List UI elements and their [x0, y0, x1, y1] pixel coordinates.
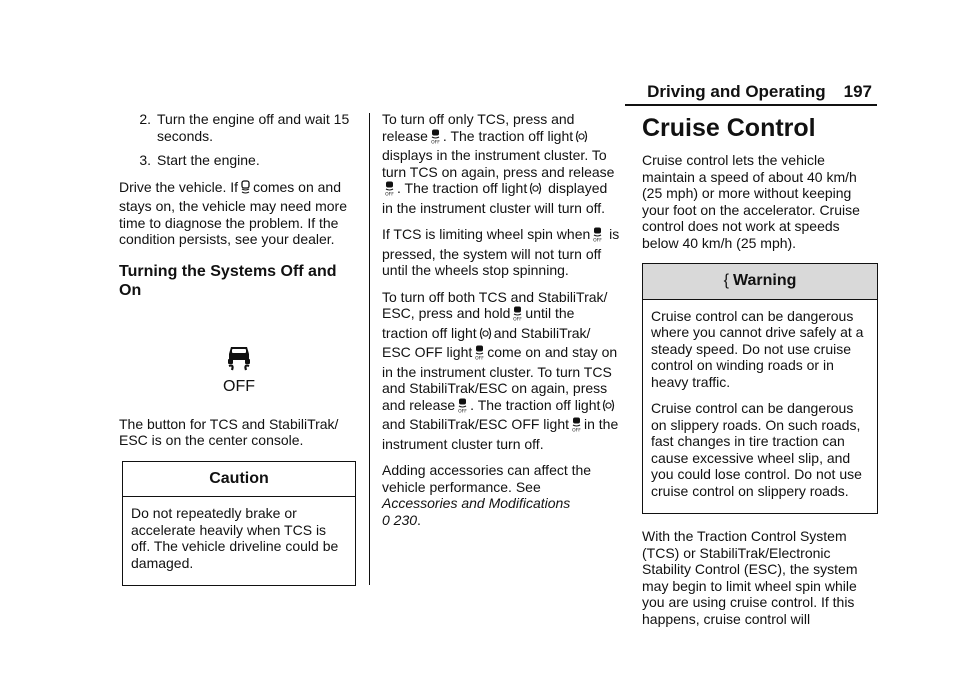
- step-list: [119, 111, 359, 169]
- svg-text:OFF: OFF: [385, 192, 394, 196]
- tcs-off-button-graphic: [119, 344, 359, 396]
- warning-symbol-icon: {: [723, 272, 729, 289]
- page-reference[interactable]: 0 230: [382, 511, 418, 528]
- paragraph: Cruise control lets the vehicle maintain a speed of about 40 km/h (25 mph) or more without keeping your foot on the accelerator. Cruise control does not work at speeds below 40 km/h (25 mph).: [642, 152, 860, 251]
- section-title: Driving and Operating: [647, 82, 826, 101]
- warning-box: [642, 263, 878, 514]
- traction-off-light-icon: [529, 181, 542, 200]
- list-item: 3. Start the engine.: [139, 152, 260, 168]
- column-right: [642, 114, 878, 637]
- caution-title: Caution: [123, 462, 355, 498]
- warning-title: Warning: [732, 272, 797, 289]
- page-header: [647, 82, 872, 102]
- tcs-off-icon: [592, 227, 603, 246]
- svg-text:OFF: OFF: [475, 356, 485, 360]
- paragraph: To turn off both TCS and StabiliTrak/ ESC, press and hold OFF until the traction off light and StabiliTrak/ ESC OFF light OFF come on and stay on in the instrument cluster. To turn TCS and StabiliTrak/ESC on again, press and release OFF . The traction off lightand StabiliTrak/ESC OFF light OFF in the instrument cluster turn off.: [382, 288, 619, 452]
- off-label: OFF: [223, 378, 255, 395]
- header-rule: [625, 104, 877, 106]
- paragraph: With the Traction Control System (TCS) or StabiliTrak/Electronic Stability Control (ESC), the system may begin to limit wheel spin while you are using cruise control. If this happens, cruise control will: [642, 528, 858, 627]
- page-number: 197: [843, 82, 872, 101]
- tcs-off-icon: [430, 129, 441, 148]
- stabilitrak-off-icon: [571, 417, 582, 436]
- tcs-off-icon: [457, 398, 468, 417]
- svg-text:OFF: OFF: [458, 409, 468, 413]
- section-title-cruise-control: Cruise Control: [642, 114, 816, 142]
- column-divider: [369, 113, 370, 585]
- traction-off-light-icon: [479, 326, 492, 345]
- paragraph: If TCS is limiting wheel spin when OFF is pressed, the system will not turn off until the wheels stop spinning.: [382, 226, 620, 278]
- paragraph: Adding accessories can affect the vehicle performance. See Accessories and Modifications 0 230.: [382, 462, 592, 528]
- svg-text:OFF: OFF: [431, 140, 440, 144]
- warning-body: Cruise control can be dangerous where you cannot drive safely at a steady speed. Do not use cruise control on winding roads or in heavy traffic. Cruise control can be dangerous on slippery roads. On such roads, fast changes in tire traction can cause excessive wheel slip, and you could lose control. Do not use cruise control on slippery roads.: [651, 307, 864, 499]
- stabilitrak-icon: [240, 180, 251, 199]
- paragraph: The button for TCS and StabiliTrak/ ESC is on the center console.: [119, 415, 339, 448]
- column-middle: [382, 111, 620, 538]
- tcs-off-icon: [384, 181, 395, 200]
- warning-header: [643, 264, 877, 300]
- svg-text:OFF: OFF: [593, 238, 603, 242]
- list-item: 2. Turn the engine off and wait 15 seconds.: [139, 111, 350, 144]
- tcs-car-skid-icon: [226, 344, 252, 374]
- paragraph: Drive the vehicle. If comes on and stays on, the vehicle may need more time to diagnose the problem. If the condition persists, see your dealer.: [119, 178, 348, 247]
- column-left: [119, 111, 359, 586]
- tcs-off-icon: [512, 306, 523, 325]
- cross-reference-link[interactable]: Accessories and Modifications: [382, 495, 571, 511]
- caution-body: Do not repeatedly brake or accelerate heavily when TCS is off. The vehicle driveline could be damaged.: [131, 505, 339, 571]
- stabilitrak-off-icon: [474, 345, 485, 364]
- svg-text:OFF: OFF: [513, 317, 523, 321]
- svg-text:OFF: OFF: [572, 428, 581, 432]
- section-heading: Turning the Systems Off and On: [119, 262, 337, 299]
- traction-off-light-icon: [602, 398, 615, 417]
- traction-off-light-icon: [575, 129, 588, 148]
- caution-box: [122, 461, 356, 587]
- paragraph: To turn off only TCS, press and release OFF . The traction off light displays in the instrument cluster. To turn TCS on again, press and release OFF . The traction off light displayed in the instrument cluster will turn off.: [382, 111, 615, 216]
